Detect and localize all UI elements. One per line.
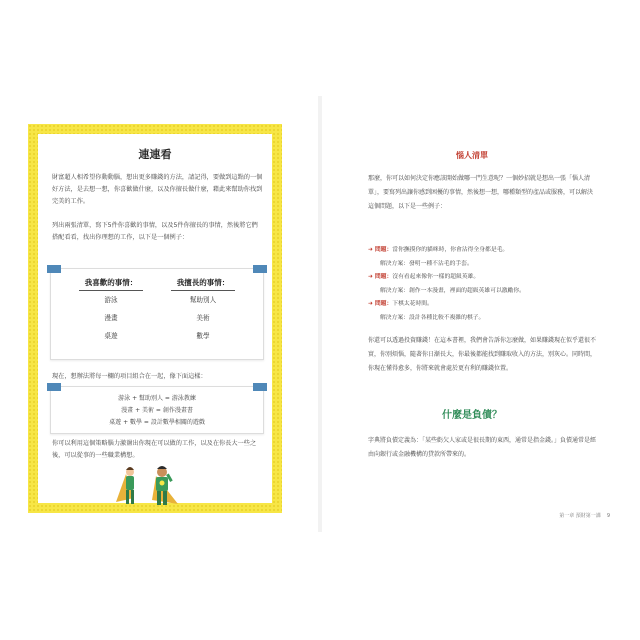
body-paragraph: 那麼，你可以如何決定你應該開始做哪一門生意呢？一個妙招就是想出一張「惱人清單」，要寫列出讓你感到困擾的事情，然後想一想，哪種類型的產品或服務，可以解決這個問題，以下是一些例子： bbox=[368, 175, 594, 210]
problem-text: 沒有看起來像你一樣的超級英雄。 bbox=[392, 274, 480, 281]
closing-paragraph: 你可以利用這個策略腦力激盪出你現在可以做的工作，以及在你長大一些之後，可以從事的一些職業構想。 bbox=[52, 440, 257, 459]
likes-item: 游泳 bbox=[104, 296, 118, 304]
good-at-item: 幫助別人 bbox=[189, 296, 217, 304]
chapter-label: 第一章 預財第一課 bbox=[559, 513, 601, 519]
tape-right bbox=[253, 265, 267, 273]
good-at-item: 美術 bbox=[196, 314, 210, 322]
left-page bbox=[18, 96, 318, 532]
solution-text: 解決方案：創作一本漫畫，裡面的超級英雄可以激勵你。 bbox=[380, 287, 525, 294]
activity-box bbox=[38, 134, 272, 503]
likes-column bbox=[71, 277, 151, 345]
problem-label: ➜ 問題： bbox=[368, 274, 392, 280]
problem-item bbox=[368, 271, 596, 285]
good-at-header: 我擅長的事情： bbox=[176, 278, 230, 287]
body-paragraph: 字典將負債定義為：「某些虧欠人家或是很長期的東西，通常是指金錢。」負債通常是經由向銀行或金融機構的貸款所帶來的。 bbox=[368, 437, 597, 458]
solution-text: 解決方案：設計各種比較不複雜的棋子。 bbox=[380, 314, 485, 321]
combo-line: 游泳 + 幫助別人 = 游泳教練 bbox=[118, 395, 196, 402]
problem-label: ➜ 問題： bbox=[368, 301, 392, 307]
problem-label: ➜ 問題： bbox=[368, 247, 392, 253]
section-heading: 什麼是負債？ bbox=[442, 410, 502, 421]
lists-card bbox=[50, 268, 264, 360]
tape-right bbox=[253, 383, 267, 391]
activity-box-frame bbox=[28, 124, 282, 513]
activity-title: 連連看 bbox=[138, 148, 172, 161]
instruction-paragraph: 列出兩張清單，寫下5件你喜歡的事情，以及5件你擅長的事情，然後將它們搭配看看，找出你理想的工作，以下是一個例子： bbox=[52, 222, 258, 241]
likes-item: 漫畫 bbox=[104, 314, 118, 322]
combos-card bbox=[50, 386, 264, 434]
book-spread bbox=[18, 96, 622, 532]
problem-text: 下棋太花時間。 bbox=[392, 301, 433, 308]
combo-line: 桌遊 + 數學 = 設計數學相關的遊戲 bbox=[109, 419, 205, 426]
combine-paragraph: 現在，想辦法將每一欄的項目組合在一起，像下面這樣： bbox=[52, 373, 207, 380]
problem-text: 當你撫摸你的貓咪時，你會沾得全身都是毛。 bbox=[392, 247, 509, 253]
superheroes-illustration bbox=[112, 464, 192, 508]
problem-item bbox=[368, 298, 596, 312]
solution-text: 解決方案：發明一種不沾毛的手套。 bbox=[380, 260, 473, 267]
body-paragraph: 你還可以透過投資賺錢！在這本書裡，我們會告訴你怎麼做，如果賺錢現在似乎還很不實，你別煩惱，隨著你日漸長大，你最後都能找到賺取收入的方法，別灰心。同時間，你現在懂得愈多，你將來就會處於更有利的賺錢位置。 bbox=[368, 337, 597, 372]
page-footer bbox=[553, 512, 610, 519]
problem-item bbox=[368, 244, 596, 258]
problem-list bbox=[368, 244, 596, 326]
tape-left bbox=[47, 383, 61, 391]
section-title: 惱人清單 bbox=[456, 151, 488, 160]
combo-line: 漫畫 + 美術 = 創作漫畫書 bbox=[121, 407, 193, 414]
tape-left bbox=[47, 265, 61, 273]
good-at-column bbox=[163, 277, 243, 345]
right-page bbox=[322, 96, 622, 532]
likes-header: 我喜歡的事情： bbox=[84, 278, 138, 287]
likes-item: 桌遊 bbox=[104, 332, 118, 340]
intro-paragraph: 財富超人相希望你動動腦，想出更多賺錢的方法，請記得，要做到這點的一個好方法，是去想一想，你喜歡做什麼，以及你擅長做什麼，藉此來幫助你找到完美的工作。 bbox=[52, 174, 263, 205]
good-at-item: 數學 bbox=[196, 332, 210, 340]
page-number: 9 bbox=[606, 513, 610, 519]
